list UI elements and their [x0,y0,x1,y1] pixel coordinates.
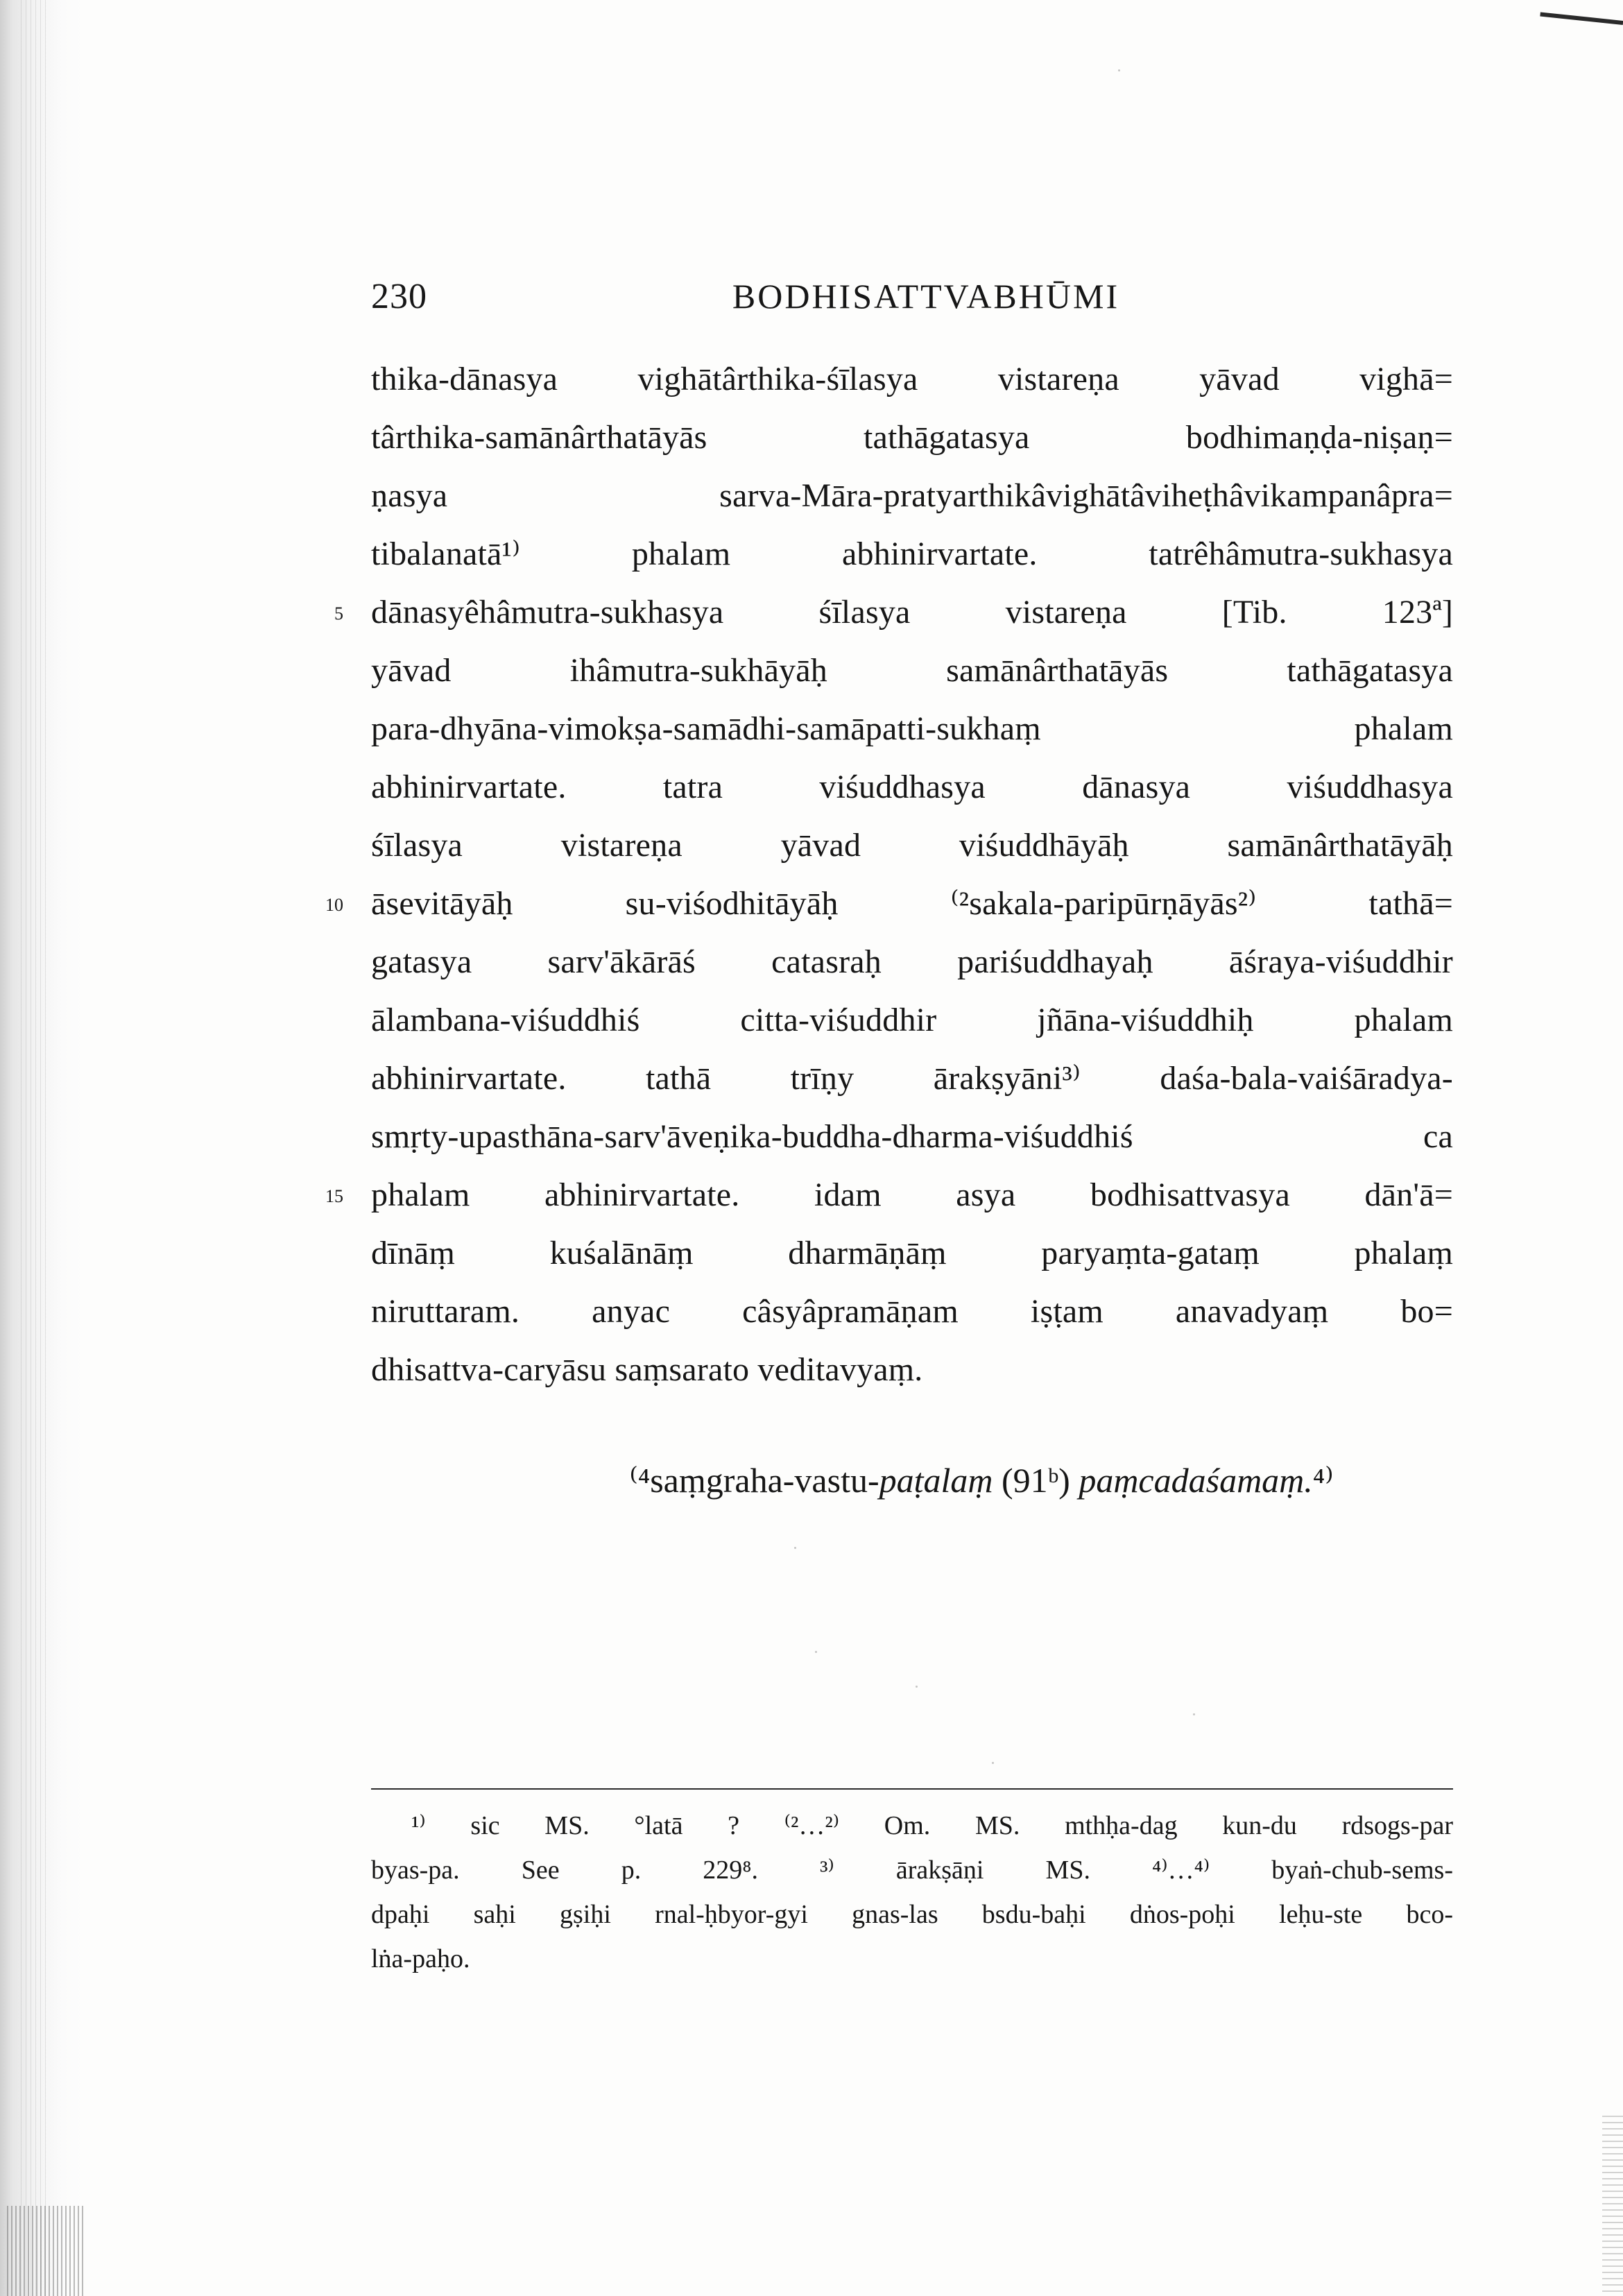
chapter-colophon [371,1460,1453,1500]
colophon-prefix: ⁽⁴saṃgraha-vastu- [629,1461,879,1500]
line-number-5: 5 [334,603,343,624]
body-line-5: dānasyêhâmutra-sukhasya śīlasya vistareṇa [Tib. 123ª] [371,594,1453,631]
body-line-3: ṇasya sarva-Māra-pratyarthikâvighātâviheṭhâvikampanâpra= [371,477,1453,514]
line-number-15: 15 [325,1186,343,1206]
footnote-line-4: lṅa-paḥo. [371,1944,470,1973]
line-number-10: 10 [325,895,343,915]
scan-speck [916,1686,918,1688]
scan-speck [815,1651,817,1653]
footnote-line-3: dpaḥi saḥi gṣiḥi rnal-ḥbyor-gyi gnas-las bsdu-baḥi dṅos-poḥi leḥu-ste bco- [371,1900,1453,1929]
body-line-1: thika-dānasya vighātârthika-śīlasya vistareṇa yāvad vighā= [371,361,1453,397]
body-line-14: smṛty-upasthāna-sarv'āveṇika-buddha-dharma-viśuddhiś ca [371,1118,1453,1155]
body-line-9: śīlasya vistareṇa yāvad viśuddhāyāḥ samānârthatāyāḥ [371,827,1453,864]
footnote-line-2: byas-pa. See p. 229⁸. ³⁾ ārakṣāṇi MS. ⁴⁾…⁴⁾ byaṅ-chub-sems- [371,1856,1453,1885]
corner-scan-mark [1540,12,1623,25]
colophon-pamcadasamam: paṃcadaśamaṃ. [1079,1461,1313,1500]
scan-speck [1118,69,1120,71]
body-line-6: yāvad ihâmutra-sukhāyāḥ samānârthatāyās tathāgatasya [371,652,1453,689]
body-line-4: tibalanatā¹⁾ phalam abhinirvartate. tatrêhâmutra-sukhasya [371,536,1453,572]
binding-shadow [21,0,49,2296]
body-line-8: abhinirvartate. tatra viśuddhasya dānasya viśuddhasya [371,769,1453,805]
body-line-2: târthika-samānârthatāyās tathāgatasya bodhimaṇḍa-niṣaṇ= [371,419,1453,456]
body-line-17: niruttaram. anyac câsyâpramāṇam iṣṭam anavadyaṃ bo= [371,1293,1453,1330]
footnotes [371,1804,1453,1981]
body-line-12: ālambana-viśuddhiś citta-viśuddhir jñāna-viśuddhiḥ phalam [371,1002,1453,1038]
body-text [371,350,1453,1399]
body-line-15: phalam abhinirvartate. idam asya bodhisattvasya dān'ā= [371,1176,1453,1213]
colophon-patalam: paṭalaṃ [879,1461,993,1500]
body-line-10: āsevitāyāḥ su-viśodhitāyāḥ ⁽²sakala-paripūrṇāyās²⁾ tathā= [371,885,1453,922]
colophon-folio: (91ᵇ) [993,1461,1079,1500]
body-line-7: para-dhyāna-vimokṣa-samādhi-samāpatti-sukhaṃ phalam [371,710,1453,747]
running-head [371,276,1453,325]
footnote-line-1: ¹⁾ sic MS. °latā ? ⁽²…²⁾ Om. MS. mthḥa-dag kun-du rdsogs-par [411,1811,1453,1840]
page-number: 230 [371,277,427,316]
body-line-16: dīnāṃ kuśalānāṃ dharmāṇāṃ paryaṃta-gataṃ phalaṃ [371,1235,1453,1271]
scan-speck [1193,1713,1195,1715]
colophon-suffix: ⁴⁾ [1312,1461,1334,1500]
body-line-13: abhinirvartate. tathā trīṇy ārakṣyāni³⁾ daśa-bala-vaiśāradya- [371,1060,1453,1097]
right-edge-marks [1602,2116,1623,2296]
scan-speck [794,1547,796,1549]
scan-speck [992,1762,994,1764]
binding-bottom-marks [7,2206,83,2296]
book-title: BODHISATTVABHŪMI [732,277,1120,316]
body-line-11: gatasya sarv'ākārāś catasraḥ pariśuddhayaḥ āśraya-viśuddhir [371,943,1453,980]
footnote-rule [371,1788,1453,1790]
body-line-18: dhisattva-caryāsu saṃsarato veditavyaṃ. [371,1351,923,1388]
